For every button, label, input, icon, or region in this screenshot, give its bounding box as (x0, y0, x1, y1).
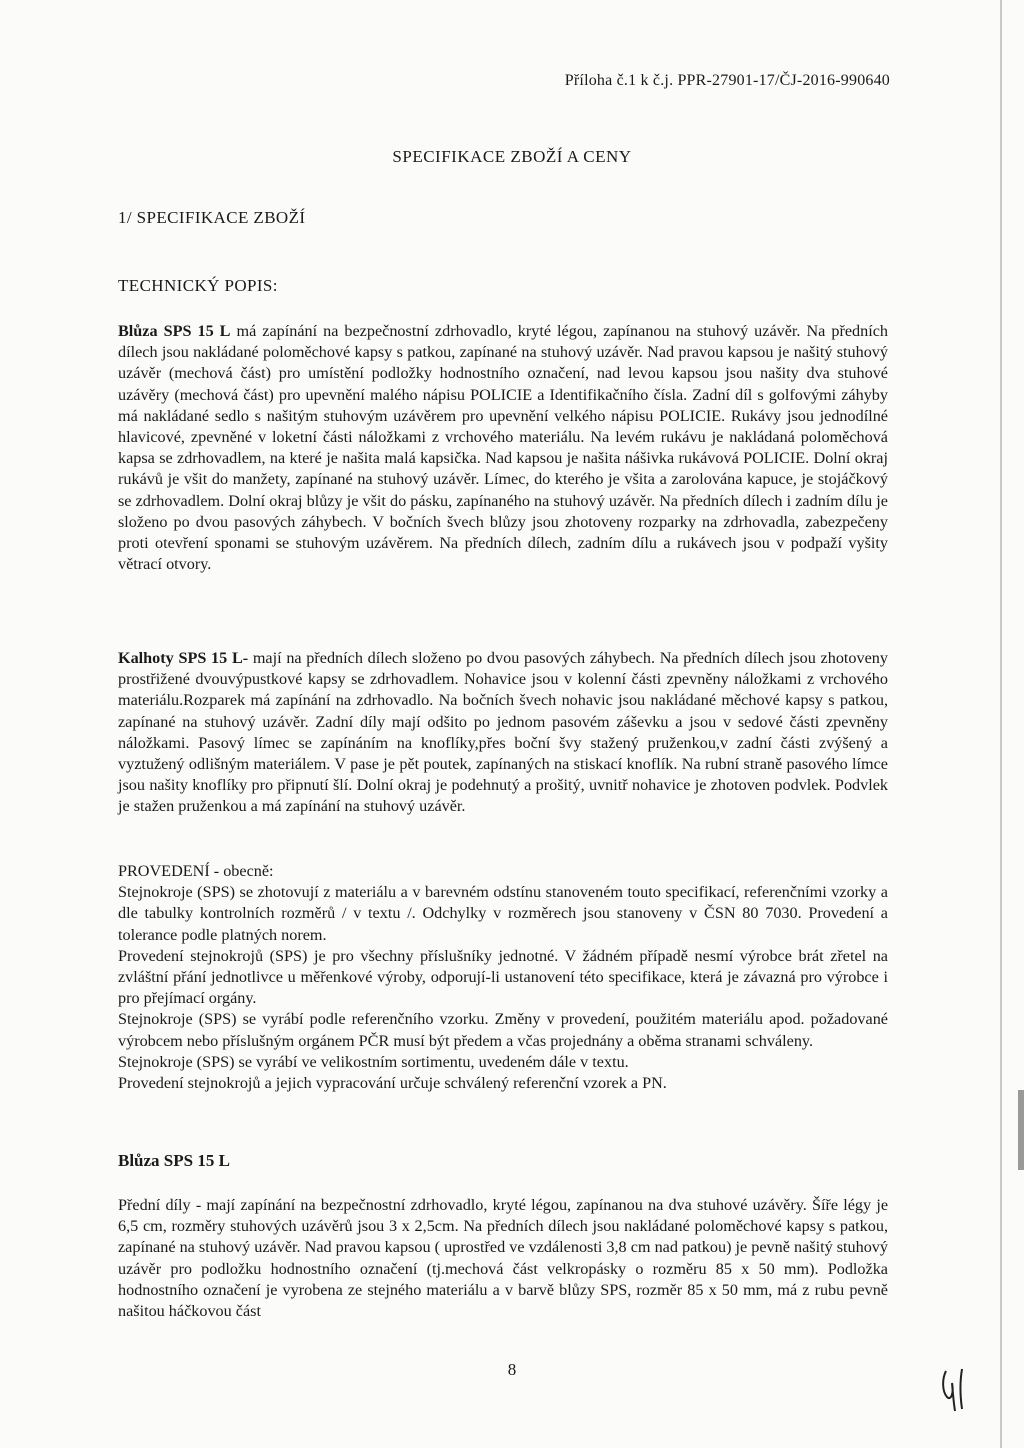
scan-edge (1000, 0, 1002, 1448)
document-reference: Příloha č.1 k č.j. PPR-27901-17/ČJ-2016-990640 (564, 72, 890, 89)
page-number: 8 (507, 1360, 517, 1379)
document-title: SPECIFIKACE ZBOŽÍ A CENY (392, 147, 632, 166)
scan-edge-mark (1018, 1090, 1024, 1170)
bluza-paragraph (118, 321, 888, 575)
provedeni-paragraph: Stejnokroje (SPS) se vyrábí ve velikostním sortimentu, uvedeném dále v textu. (118, 1052, 629, 1071)
bluza-lead: Blůza SPS 15 L (118, 322, 231, 340)
handwritten-mark (938, 1365, 974, 1415)
kalhoty-paragraph (118, 648, 888, 818)
provedeni-section (118, 861, 888, 1094)
provedeni-paragraph: Provedení stejnokrojů a jejich vypracování určuje schválený referenční vzorek a PN. (118, 1074, 667, 1093)
kalhoty-text: mají na předních dílech složeno po dvou pasových záhybech. Na předních dílech jsou zhotoveny prostřižené dvouvýpustkové kapsy se zdrhovadlem. Nohavice jsou v kolenní části zpevněny náložkami z vrchového materiálu.Rozparek má zapínání na zdrhovadlo. Na bočních švech nohavic jsou nakládané měchové kapsy s patkou, zapínané na stuhový uzávěr. Zadní díly mají odšito po jednom pasovém záševku a jsou v sedové části zpevněny náložkami. Pasový límec se zapínáním na knoflíky,přes boční švy stažený pruženkou,v zadní části zvýšený a vyztužený odlišným materiálem. V pase je pět poutek, zapínaných na stiskací knoflík. Na rubní straně pasového límce jsou našity knoflíky pro připnutí šlí. Dolní okraj je podehnutý a prošitý, uvnitř nohavice je zhotoven podvlek. Podvlek je stažen pruženkou a má zapínání na stuhový uzávěr. (118, 649, 888, 816)
section-title: 1/ SPECIFIKACE ZBOŽÍ (118, 208, 306, 227)
provedeni-paragraph: Provedení stejnokrojů (SPS) je pro všechny příslušníky jednotné. V žádném případě nesmí výrobce brát zřetel na zvláštní přání jednotlivce u měřenkové výroby, odporují-li ustanovení této specifikace, která je závazná pro výrobce i pro přejímací orgány. (118, 946, 888, 1008)
provedeni-paragraph: Stejnokroje (SPS) se zhotovují z materiálu a v barevném odstínu stanoveném touto specifikací, referenčními vzorky a dle tabulky kontrolních rozměrů / v textu /. Odchylky v rozměrech jsou stanoveny v ČSN 80 7030. Provedení a tolerance podle platných norem. (118, 883, 888, 944)
provedeni-heading: PROVEDENÍ - obecně: (118, 862, 274, 880)
provedeni-paragraph: Stejnokroje (SPS) se vyrábí podle referenčního vzorku. Změny v provedení, použitém materiálu apod. požadované výrobcem nebo příslušným orgánem PČR musí být předem a včas projednány a oběma stranami schváleny. (118, 1010, 888, 1050)
bluza-detail-heading: Blůza SPS 15 L (118, 1151, 230, 1170)
bluza-detail-paragraph: Přední díly - mají zapínání na bezpečnostní zdrhovadlo, kryté légou, zapínanou na dva stuhové uzávěry. Šíře légy je 6,5 cm, rozměry stuhových uzávěrů jsou 3 x 2,5cm. Na předních dílech jsou nakládané poloměchové kapsy s patkou, zapínané na stuhový uzávěr. Nad pravou kapsou ( uprostřed ve vzdálenosti 3,8 cm nad patkou) je pevně našitý stuhový uzávěr pro podložku hodnostního označení (tj.mechová část velkropásky o rozměru 85 x 50 mm). Podložka hodnostního označení je vyrobena ze stejného materiálu a v barvě blůzy SPS, rozměr 85 x 50 mm, má z rubu pevně našitou háčkovou část (118, 1196, 888, 1321)
technical-heading: TECHNICKÝ POPIS: (118, 276, 278, 295)
kalhoty-lead: Kalhoty SPS 15 L- (118, 649, 249, 667)
bluza-text: má zapínání na bezpečnostní zdrhovadlo, kryté légou, zapínanou na stuhový uzávěr. Na předních dílech jsou nakládané poloměchové kapsy s patkou, zapínané na stuhový uzávěr. Nad pravou kapsou je našitý stuhový uzávěr (mechová část) pro umístění podložky hodnostního označení, nad levou kapsou jsou našity dva stuhové uzávěry (mechová část) pro upevnění malého nápisu POLICIE a Identifikačního čísla. Zadní díl s golfovými záhyby má nakládané sedlo s našitým stuhovým uzávěrem pro upevnění velkého nápisu POLICIE. Rukávy jsou jednodílné hlavicové, zpevněné v loketní části náložkami z vrchového materiálu. Na levém rukávu je nakládaná poloměchová kapsa se zdrhovadlem, na které je našita malá kapsička. Nad kapsou je našita nášivka rukávová POLICIE. Dolní okraj rukávů je všit do manžety, zapínané na stuhový uzávěr. Límec, do kterého je všita a zarolována kapuce, je stojáčkový se zdrhovadlem. Dolní okraj blůzy je všit do pásku, zapínaného na stuhový uzávěr. Na předních dílech i zadním dílu je složeno po dvou pasových záhybech. V bočních švech blůzy jsou zhotoveny rozparky na zdrhovadla, zabezpečeny proti otevření sponami se stuhovým uzávěrem. Na předních dílech, zadním dílu a rukávech jsou v podpaží vyšity větrací otvory. (118, 322, 888, 574)
